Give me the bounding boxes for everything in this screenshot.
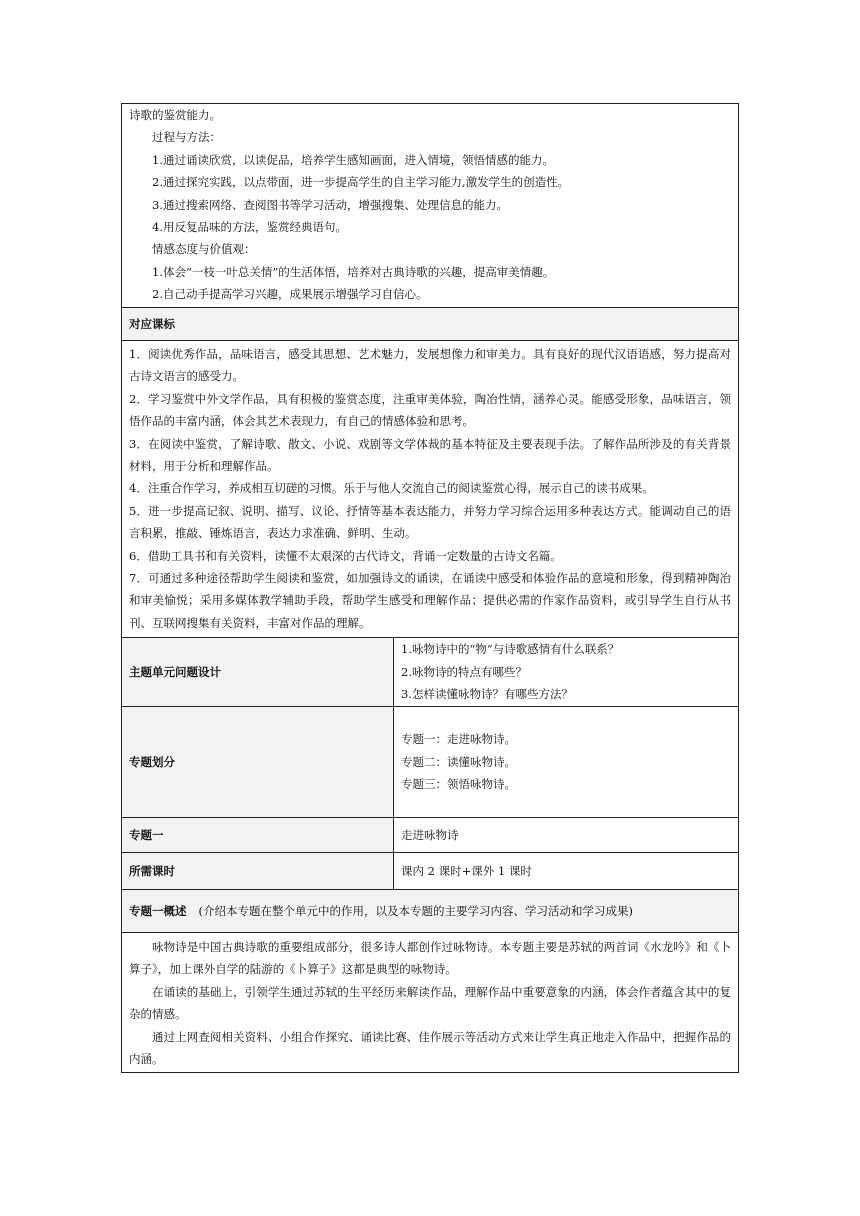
standard-item: 6．借助工具书和有关资料，读懂不太艰深的古代诗文，背诵一定数量的古诗文名篇。 [129, 548, 562, 563]
standard-item: 1．阅读优秀作品，品味语言，感受其思想、艺术魅力，发展想像力和审美力。具有良好的现代汉语语感，努力提高对古诗文语言的感受力。 [129, 347, 731, 384]
standard-item: 7．可通过多种途径帮助学生阅读和鉴赏，如加强诗文的诵读，在诵读中感受和体验作品的意境和形象，得到精神陶冶和审美愉悦；采用多媒体教学辅助手段，帮助学生感受和理解作品；提供必需的作家作品资料，或引导学生自行从书刊、互联网搜集有关资料，丰富对作品的理解。 [129, 571, 731, 630]
objectives-first-line: 诗歌的鉴赏能力。 [129, 108, 221, 122]
questions-row [122, 638, 739, 707]
emotion-item: 1.体会“一枝一叶总关情”的生活体悟，培养对古典诗歌的兴趣，提高审美情趣。 [152, 264, 555, 279]
hours-value: 课内 2 课时+课外 1 课时 [394, 853, 739, 890]
topic-item: 专题三：领悟咏物诗。 [401, 777, 516, 792]
standards-cell [122, 341, 739, 638]
overview-row [122, 933, 739, 1073]
topic-item: 专题一：走进咏物诗。 [401, 732, 516, 747]
process-title: 过程与方法： [152, 130, 221, 145]
topic1-value: 走进咏物诗 [394, 818, 739, 853]
hours-label: 所需课时 [122, 853, 394, 890]
emotion-title: 情感态度与价值观： [152, 242, 256, 257]
topics-cell [394, 707, 739, 818]
standards-heading-row [122, 308, 739, 341]
topics-label: 专题划分 [122, 707, 394, 818]
standard-item: 3．在阅读中鉴赏，了解诗歌、散文、小说、戏剧等文学体裁的基本特征及主要表现手法。了解作品所涉及的有关背景材料，用于分析和理解作品。 [129, 436, 731, 474]
process-item: 2.通过探究实践，以点带面，进一步提高学生的自主学习能力,激发学生的创造性。 [152, 175, 570, 190]
question-item: 2.咏物诗的特点有哪些？ [401, 664, 527, 679]
overview-desc: (介绍本专题在整个单元中的作用，以及本专题的主要学习内容、学习活动和学习成果) [198, 903, 633, 918]
process-item: 3.通过搜索网络、查阅图书等学习活动，增强搜集、处理信息的能力。 [152, 197, 508, 212]
overview-paragraph: 通过上网查阅相关资料、小组合作探究、诵读比赛、佳作展示等活动方式来让学生真正地走入作品中，把握作品的内涵。 [129, 1029, 731, 1067]
standard-item: 2．学习鉴赏中外文学作品，具有积极的鉴赏态度，注重审美体验，陶冶性情，涵养心灵。能感受形象，品味语言，领悟作品的丰富内涵，体会其艺术表现力，有自己的情感体验和思考。 [129, 391, 731, 429]
hours-row [122, 853, 739, 890]
process-item: 4.用反复品味的方法，鉴赏经典语句。 [152, 220, 347, 235]
standards-row [122, 341, 739, 638]
overview-cell [122, 933, 739, 1073]
process-item: 1.通过诵读欣赏，以读促品，培养学生感知画面，进入情境，领悟情感的能力。 [152, 152, 554, 167]
questions-label: 主题单元问题设计 [122, 638, 394, 707]
overview-heading-row [122, 890, 739, 933]
topic-item: 专题二：读懂咏物诗。 [401, 754, 516, 769]
objectives-row [122, 104, 739, 308]
topic1-label: 专题一 [122, 818, 394, 853]
standards-heading: 对应课标 [122, 308, 739, 341]
lesson-plan-table [121, 103, 739, 1073]
emotion-item: 2.自己动手提高学习兴趣，成果展示增强学习自信心。 [152, 287, 428, 302]
overview-heading [122, 890, 739, 933]
topics-row [122, 707, 739, 818]
questions-cell [394, 638, 739, 707]
standard-item: 5．进一步提高记叙、说明、描写、议论、抒情等基本表达能力，并努力学习综合运用多种表达方式。能调动自己的语言积累，推敲、锤炼语言，表达力求准确、鲜明、生动。 [129, 503, 731, 541]
objectives-cell [122, 104, 739, 308]
topic1-row [122, 818, 739, 853]
question-item: 3.怎样读懂咏物诗？有哪些方法？ [401, 687, 573, 702]
overview-label: 专题一概述 [129, 903, 187, 918]
question-item: 1.咏物诗中的“物”与诗歌感情有什么联系？ [401, 642, 620, 657]
overview-paragraph: 咏物诗是中国古典诗歌的重要组成部分，很多诗人都创作过咏物诗。本专题主要是苏轼的两首词《水龙吟》和《卜算子》，加上课外自学的陆游的《卜算子》这都是典型的咏物诗。 [129, 940, 731, 977]
overview-paragraph: 在诵读的基础上，引领学生通过苏轼的生平经历来解读作品，理解作品中重要意象的内涵，体会作者蕴含其中的复杂的情感。 [129, 984, 731, 1022]
standard-item: 4．注重合作学习，养成相互切磋的习惯。乐于与他人交流自己的阅读鉴赏心得，展示自己的读书成果。 [129, 481, 654, 496]
